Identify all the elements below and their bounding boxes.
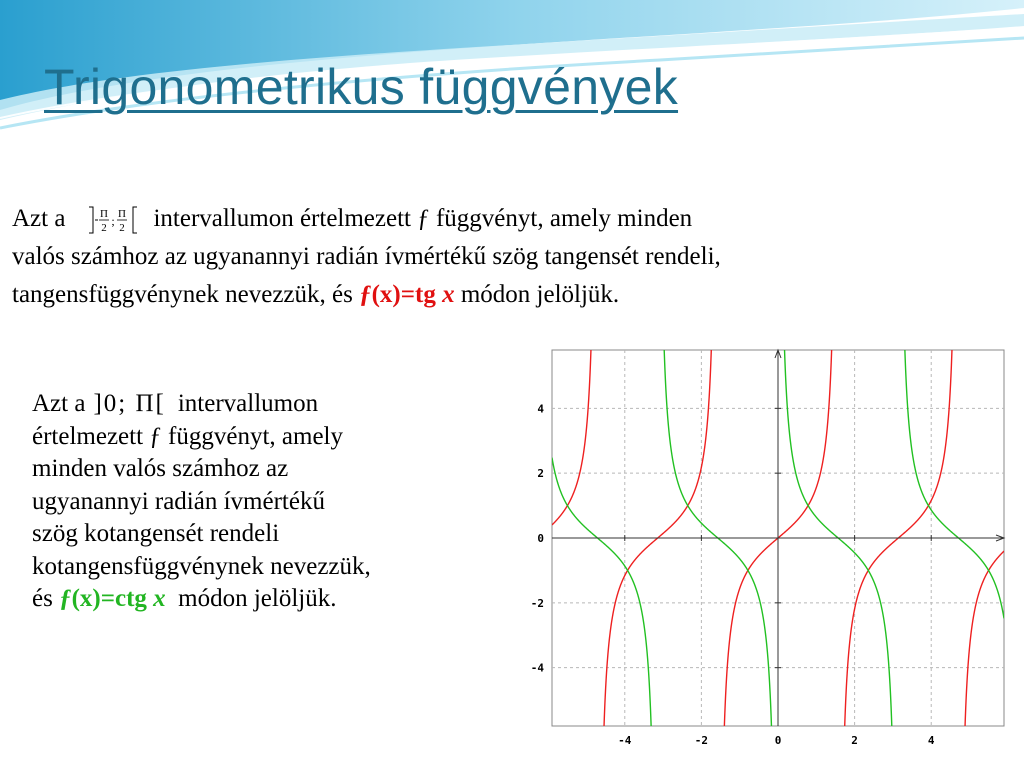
x-tick-label: 2 (851, 734, 858, 747)
cotangent-formula: ƒ(x)=ctg x (59, 585, 166, 612)
interval-num-1: Π (100, 208, 109, 221)
cotangent-line-1: Azt a ]0; Π[ intervallumon (32, 388, 502, 421)
cotangent-line-5: szög kotangensét rendeli (32, 520, 280, 547)
cotangent-line-2: értelmezett ƒ függvényt, amely (32, 422, 343, 450)
tan-cot-chart (522, 348, 1012, 753)
y-tick-label: -4 (530, 661, 544, 675)
interval-neg-pi-half-to-pi-half (85, 205, 141, 235)
y-tick-label: 2 (537, 467, 544, 481)
tangent-line-3-end: módon jelöljük. (460, 281, 620, 308)
interval-zero-to-pi: ]0; Π[ (93, 390, 166, 417)
cotangent-line-6: kotangensfüggvénynek nevezzük, (32, 552, 371, 580)
tangent-line-2: valós számhoz az ugyanannyi radián ívmértékű szög tangensét rendeli, (12, 243, 721, 270)
y-tick-label: 4 (537, 402, 544, 416)
tangent-line-3-start: tangensfüggvénynek nevezzük, és (12, 281, 353, 308)
interval-den-2: 2 (119, 222, 126, 235)
cotangent-line-3: minden valós számhoz az (32, 455, 289, 482)
tangent-definition (12, 200, 1012, 314)
x-tick-label: -2 (694, 734, 709, 747)
tangent-line-1 (12, 200, 1012, 238)
x-tick-label: 4 (927, 734, 935, 747)
tangent-formula: ƒ(x)=tg x (359, 281, 455, 308)
interval-den-1: 2 (101, 222, 108, 235)
cotangent-line-4: ugyanannyi radián ívmértékű (32, 487, 325, 515)
tangent-line-1-start: Azt a (12, 205, 66, 232)
cotangent-definition (32, 388, 502, 616)
x-tick-label: 0 (774, 734, 782, 747)
tangent-line-3 (12, 276, 1012, 314)
y-tick-label: 0 (537, 532, 544, 545)
svg-text:;: ; (111, 214, 116, 229)
interval-num-2: Π (118, 208, 127, 221)
x-tick-label: -4 (618, 734, 632, 747)
y-tick-label: -2 (530, 596, 544, 610)
slide-title: Trigonometrikus függvények (44, 59, 679, 115)
tangent-line-1-end: intervallumon értelmezett ƒ függvényt, amely minden (153, 205, 693, 232)
cotangent-line-7: és ƒ(x)=ctg x módon jelöljük. (32, 585, 337, 612)
